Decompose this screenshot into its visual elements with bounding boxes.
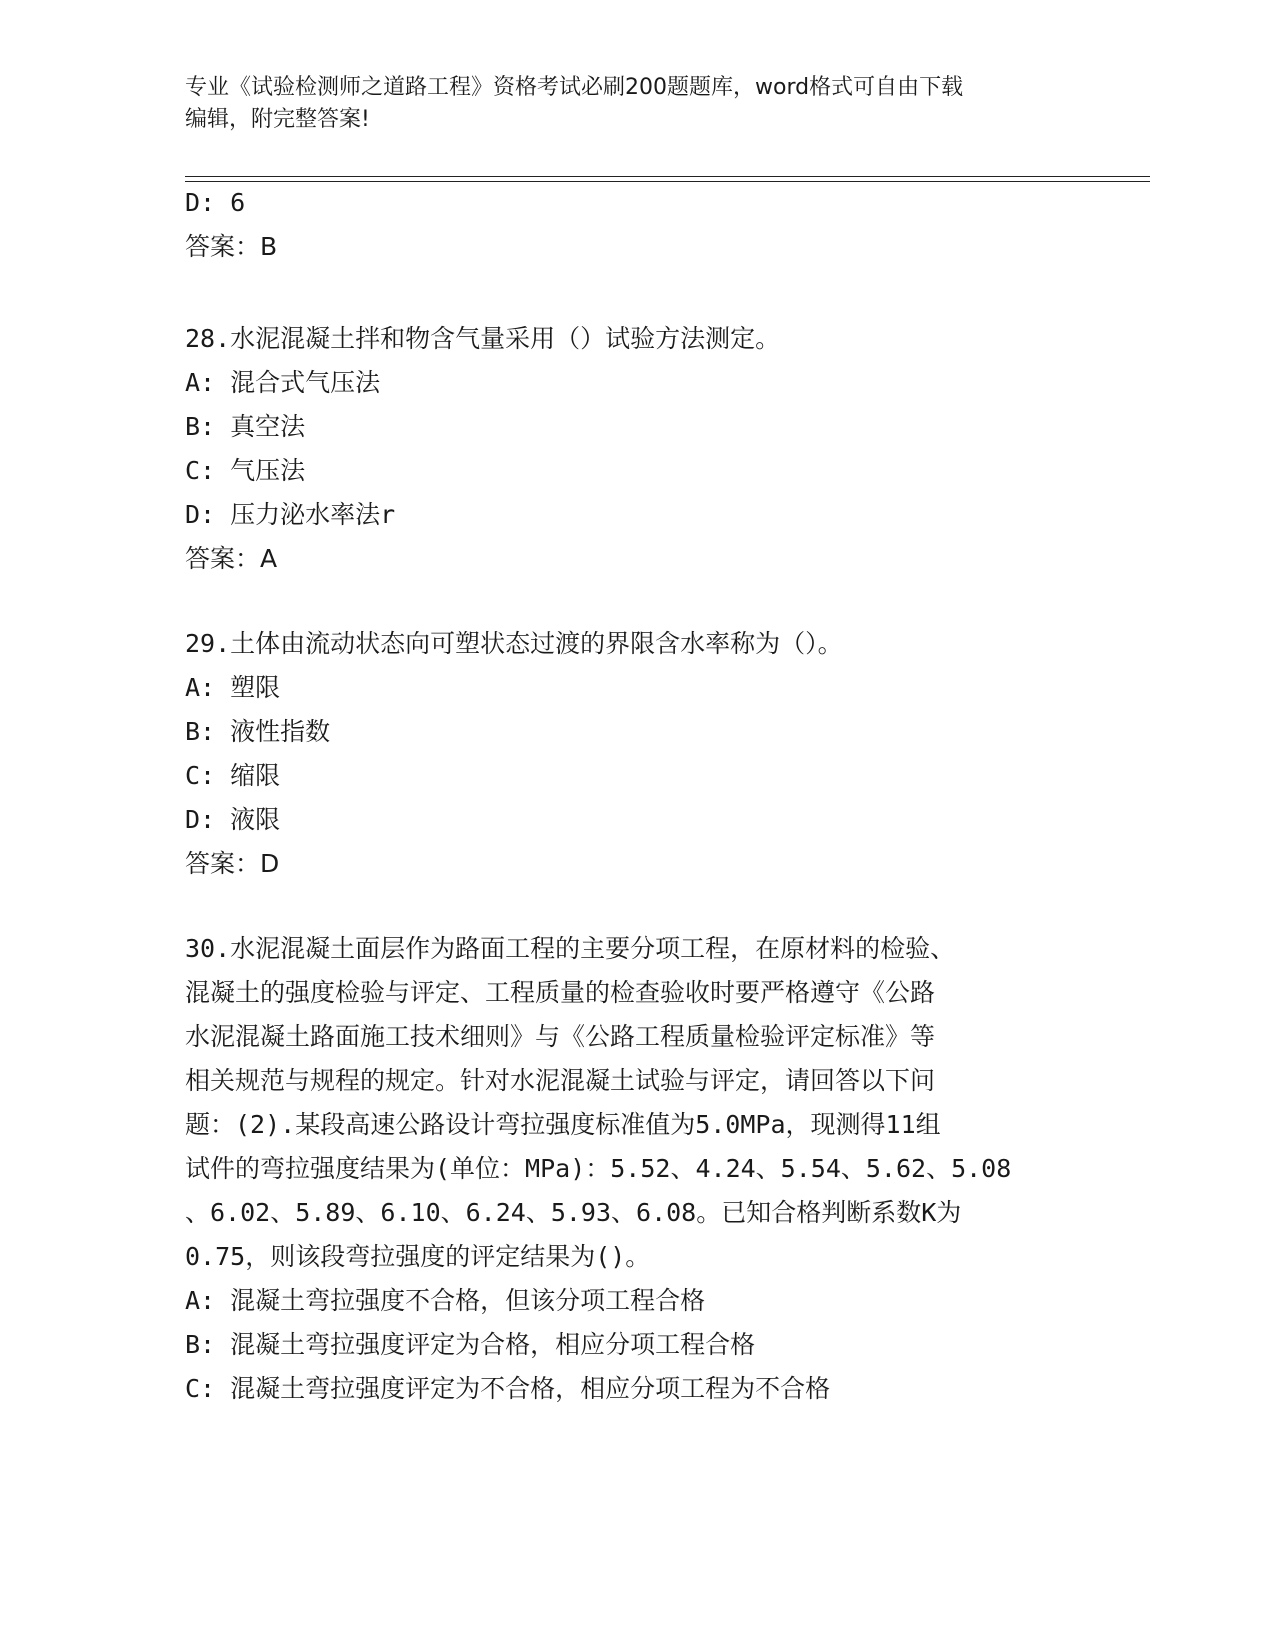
header-title-line-2: 编辑，附完整答案! <box>185 107 370 132</box>
option-a: A: 塑限 <box>185 673 281 702</box>
question-stem-line: 水泥混凝土路面施工技术细则》与《公路工程质量检验评定标准》等 <box>185 1022 936 1051</box>
option-b: B: 真空法 <box>185 412 306 441</box>
option-d: D: 液限 <box>185 805 281 834</box>
question-stem-line: 、6.02、5.89、6.10、6.24、5.93、6.08。已知合格判断系数K为 <box>185 1198 962 1227</box>
option-d: D: 压力泌水率法r <box>185 500 396 529</box>
option-c: C: 缩限 <box>185 761 281 790</box>
question-stem: 28.水泥混凝土拌和物含气量采用（）试验方法测定。 <box>185 324 781 353</box>
answer-line: 答案：A <box>185 544 278 573</box>
question-stem-line: 0.75，则该段弯拉强度的评定结果为()。 <box>185 1242 651 1271</box>
option-b: B: 混凝土弯拉强度评定为合格，相应分项工程合格 <box>185 1330 756 1359</box>
question-stem-line: 混凝土的强度检验与评定、工程质量的检查验收时要严格遵守《公路 <box>185 978 936 1007</box>
option-b: B: 液性指数 <box>185 717 331 746</box>
document-header <box>185 72 1075 136</box>
header-divider-top <box>185 176 1150 177</box>
option-d: D: 6 <box>185 188 246 217</box>
header-title-line-1: 专业《试验检测师之道路工程》资格考试必刷200题题库，word格式可自由下载 <box>185 75 964 100</box>
option-a: A: 混合式气压法 <box>185 368 381 397</box>
option-c: C: 气压法 <box>185 456 306 485</box>
answer-line: 答案：B <box>185 232 278 261</box>
question-stem-line: 相关规范与规程的规定。针对水泥混凝土试验与评定，请回答以下问 <box>185 1066 936 1095</box>
question-stem: 29.土体由流动状态向可塑状态过渡的界限含水率称为（）。 <box>185 629 843 658</box>
header-divider-bottom <box>185 181 1150 182</box>
question-stem-line: 试件的弯拉强度结果为(单位：MPa)：5.52、4.24、5.54、5.62、5.08 <box>185 1154 1012 1183</box>
question-stem-line: 题：(2).某段高速公路设计弯拉强度标准值为5.0MPa，现测得11组 <box>185 1110 941 1139</box>
option-c: C: 混凝土弯拉强度评定为不合格，相应分项工程为不合格 <box>185 1374 831 1403</box>
question-stem-line: 30.水泥混凝土面层作为路面工程的主要分项工程，在原材料的检验、 <box>185 934 956 963</box>
answer-line: 答案：D <box>185 849 280 878</box>
option-a: A: 混凝土弯拉强度不合格，但该分项工程合格 <box>185 1286 706 1315</box>
